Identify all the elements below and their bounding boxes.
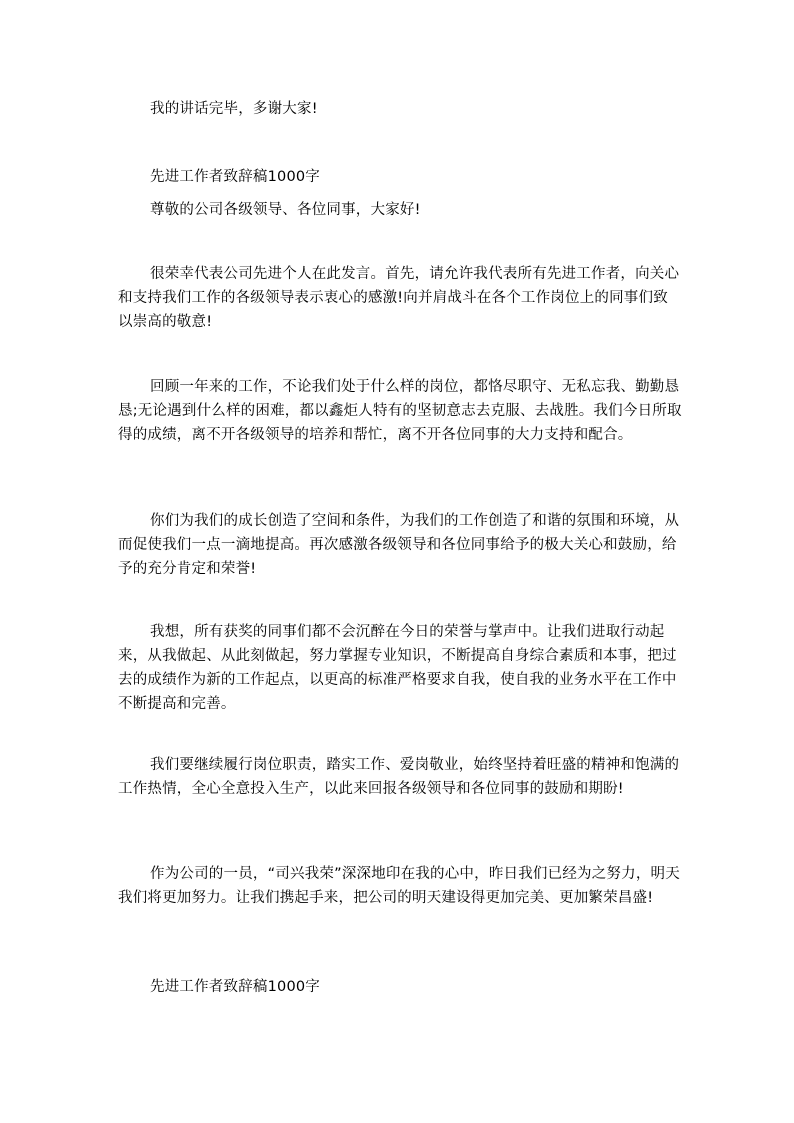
paragraph-5: 我们要继续履行岗位职责，踏实工作、爱岗敬业，始终坚持着旺盛的精神和饱满的工作热情，全心全意投入生产，以此来回报各级领导和各位同事的鼓励和期盼! xyxy=(118,757,680,797)
greeting-line: 尊敬的公司各级领导、各位同事，大家好! xyxy=(150,202,421,218)
paragraph-1: 很荣幸代表公司先进个人在此发言。首先，请允许我代表所有先进工作者，向关心和支持我们工作的各级领导表示衷心的感激!向并肩战斗在各个工作岗位上的同事们致以崇高的敬意! xyxy=(118,266,680,330)
paragraph-4: 我想，所有获奖的同事们都不会沉醉在今日的荣誉与掌声中。让我们进取行动起来，从我做起、从此刻做起，努力掌握专业知识，不断提高自身综合素质和本事，把过去的成绩作为新的工作起点，以更高的标准严格要求自我，使自我的业务水平在工作中不断提高和完善。 xyxy=(118,624,677,712)
footer-title: 先进工作者致辞稿1000字 xyxy=(150,979,321,995)
paragraph-2: 回顾一年来的工作，不论我们处于什么样的岗位，都恪尽职守、无私忘我、勤勤恳恳;无论遇到什么样的困难，都以鑫炬人特有的坚韧意志去克服、去战胜。我们今日所取得的成绩，离不开各级领导的培养和帮忙，离不开各位同事的大力支持和配合。 xyxy=(118,379,682,443)
paragraph-6: 作为公司的一员，“司兴我荣”深深地印在我的心中，昨日我们已经为之努力，明天我们将更加努力。让我们携起手来，把公司的明天建设得更加完美、更加繁荣昌盛! xyxy=(118,866,680,906)
closing-line: 我的讲话完毕，多谢大家! xyxy=(150,101,318,117)
paragraph-3: 你们为我们的成长创造了空间和条件，为我们的工作创造了和谐的氛围和环境，从而促使我们一点一滴地提高。再次感激各级领导和各位同事给予的极大关心和鼓励，给予的充分肯定和荣誉! xyxy=(118,513,680,577)
section-title: 先进工作者致辞稿1000字 xyxy=(150,169,321,185)
